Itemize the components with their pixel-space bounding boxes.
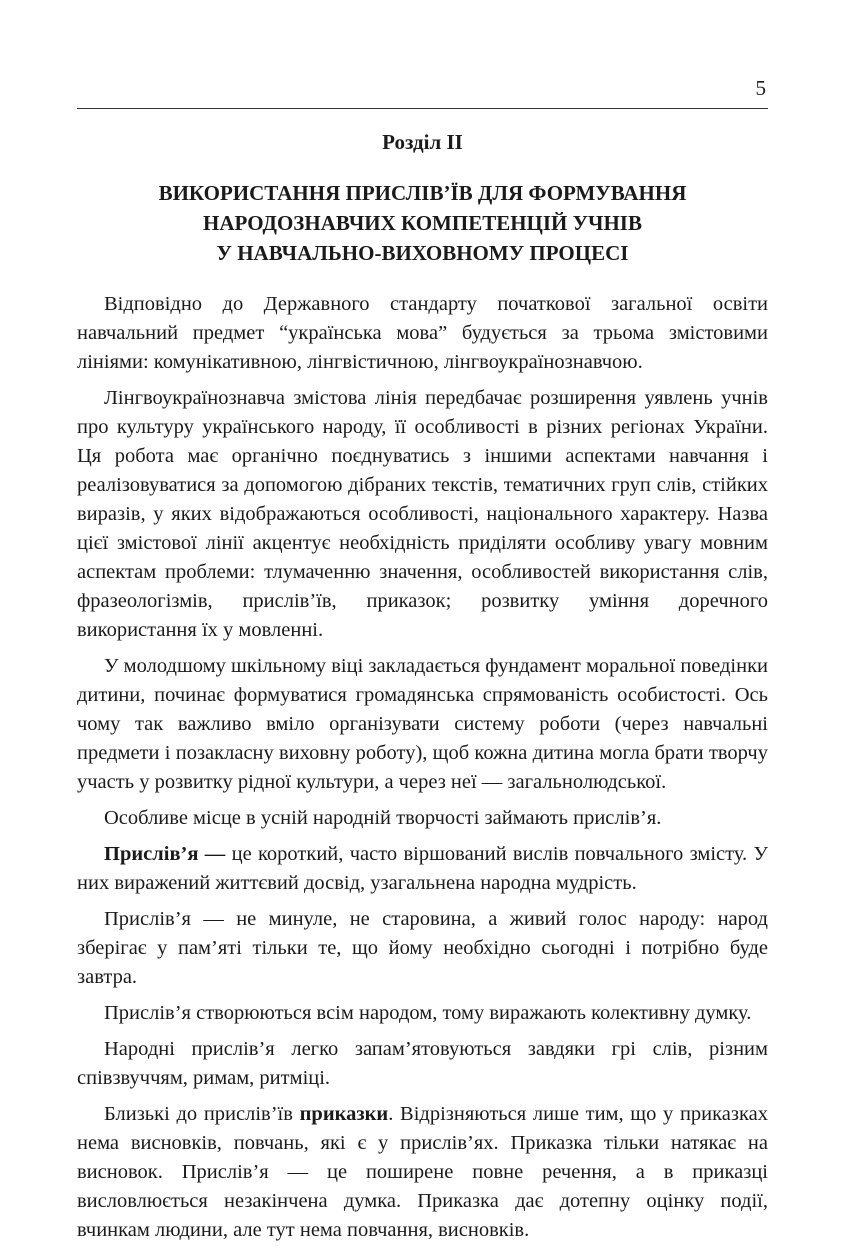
sayings-intro: Близькі до прислів’їв bbox=[104, 1103, 300, 1125]
definition-text: це короткий, часто віршований вислів повчального змісту. У них виражений життєвий досвід, узагальнена народна мудрість. bbox=[77, 843, 768, 894]
chapter-title-line: ВИКОРИСТАННЯ ПРИСЛІВ’ЇВ ДЛЯ ФОРМУВАННЯ bbox=[158, 181, 687, 205]
paragraph-junior-school: У молодшому шкільному віці закладається фундамент моральної поведінки дитини, починає формуватися громадянська спрямованість особистості. Ось чому так важливо вміло організувати систему роботи (через навчальні предмети і позакласну виховну роботу), щоб кожна дитина могла брати творчу участь у розвитку рідної культури, а через неї — загальнолюдської. bbox=[77, 655, 768, 793]
paragraph-memorize: Народні прислів’я легко запам’ятовуються завдяки грі слів, різним співзвуччям, римам, ритміці. bbox=[77, 1038, 768, 1089]
paragraph-living-voice: Прислів’я — не минуле, не старовина, а живий голос народу: народ зберігає у пам’яті тільки те, що йому необхідно сьогодні і потрібно буде завтра. bbox=[77, 908, 768, 988]
paragraph-standard: Відповідно до Державного стандарту початкової загальної освіти навчальний предмет “українська мова” будується за трьома змістовими лініями: комунікативною, лінгвістичною, лінгвоукраїнознавчою. bbox=[77, 293, 768, 373]
chapter-title bbox=[77, 178, 768, 268]
page-content bbox=[77, 128, 768, 1252]
chapter-title-line: НАРОДОЗНАВЧИХ КОМПЕТЕНЦІЙ УЧНІВ bbox=[203, 211, 642, 235]
paragraph-collective: Прислів’я створюються всім народом, тому виражають колективну думку. bbox=[104, 1002, 752, 1024]
paragraph-sayings bbox=[77, 1100, 768, 1245]
term-proverb: Прислів’я — bbox=[104, 843, 226, 865]
paragraph-content-line: Лінгвоукраїнознавча змістова лінія передбачає розширення уявлень учнів про культуру українського народу, її особливості в різних регіонах України. Ця робота має органічно поєднуватись з іншими аспектами навчання і реалізовуватися за допомогою дібраних текстів, тематичних груп слів, стійких виразів, у яких відображаються особливості, національного характеру. Назва цієї змістової лінії акцентує необхідність приділяти особливу увагу мовним аспектам проблеми: тлумаченню значення, особливостей використання слів, фразеологізмів, прислів’їв, приказок; розвитку уміння доречного використання їх у мовленні. bbox=[77, 387, 768, 641]
chapter-title-line: У НАВЧАЛЬНО-ВИХОВНОМУ ПРОЦЕСІ bbox=[216, 241, 629, 265]
section-label: Розділ II bbox=[382, 130, 463, 154]
paragraph-special-place: Особливе місце в усній народній творчості займають прислів’я. bbox=[104, 807, 662, 829]
sayings-text: . Відрізняються лише тим, що у приказках нема висновків, повчань, які є у прислів’ях. Приказка тільки натякає на висновок. Прислів’я — це поширене повне речення, а в приказці висловлюється незакінчена думка. Приказка дає дотепну оцінку події, вчинкам людини, але тут нема повчання, висновків. bbox=[77, 1103, 768, 1241]
header-rule bbox=[77, 108, 768, 109]
paragraph-definition bbox=[77, 840, 768, 898]
page-number: 5 bbox=[755, 76, 766, 100]
term-sayings: приказки bbox=[299, 1103, 389, 1125]
